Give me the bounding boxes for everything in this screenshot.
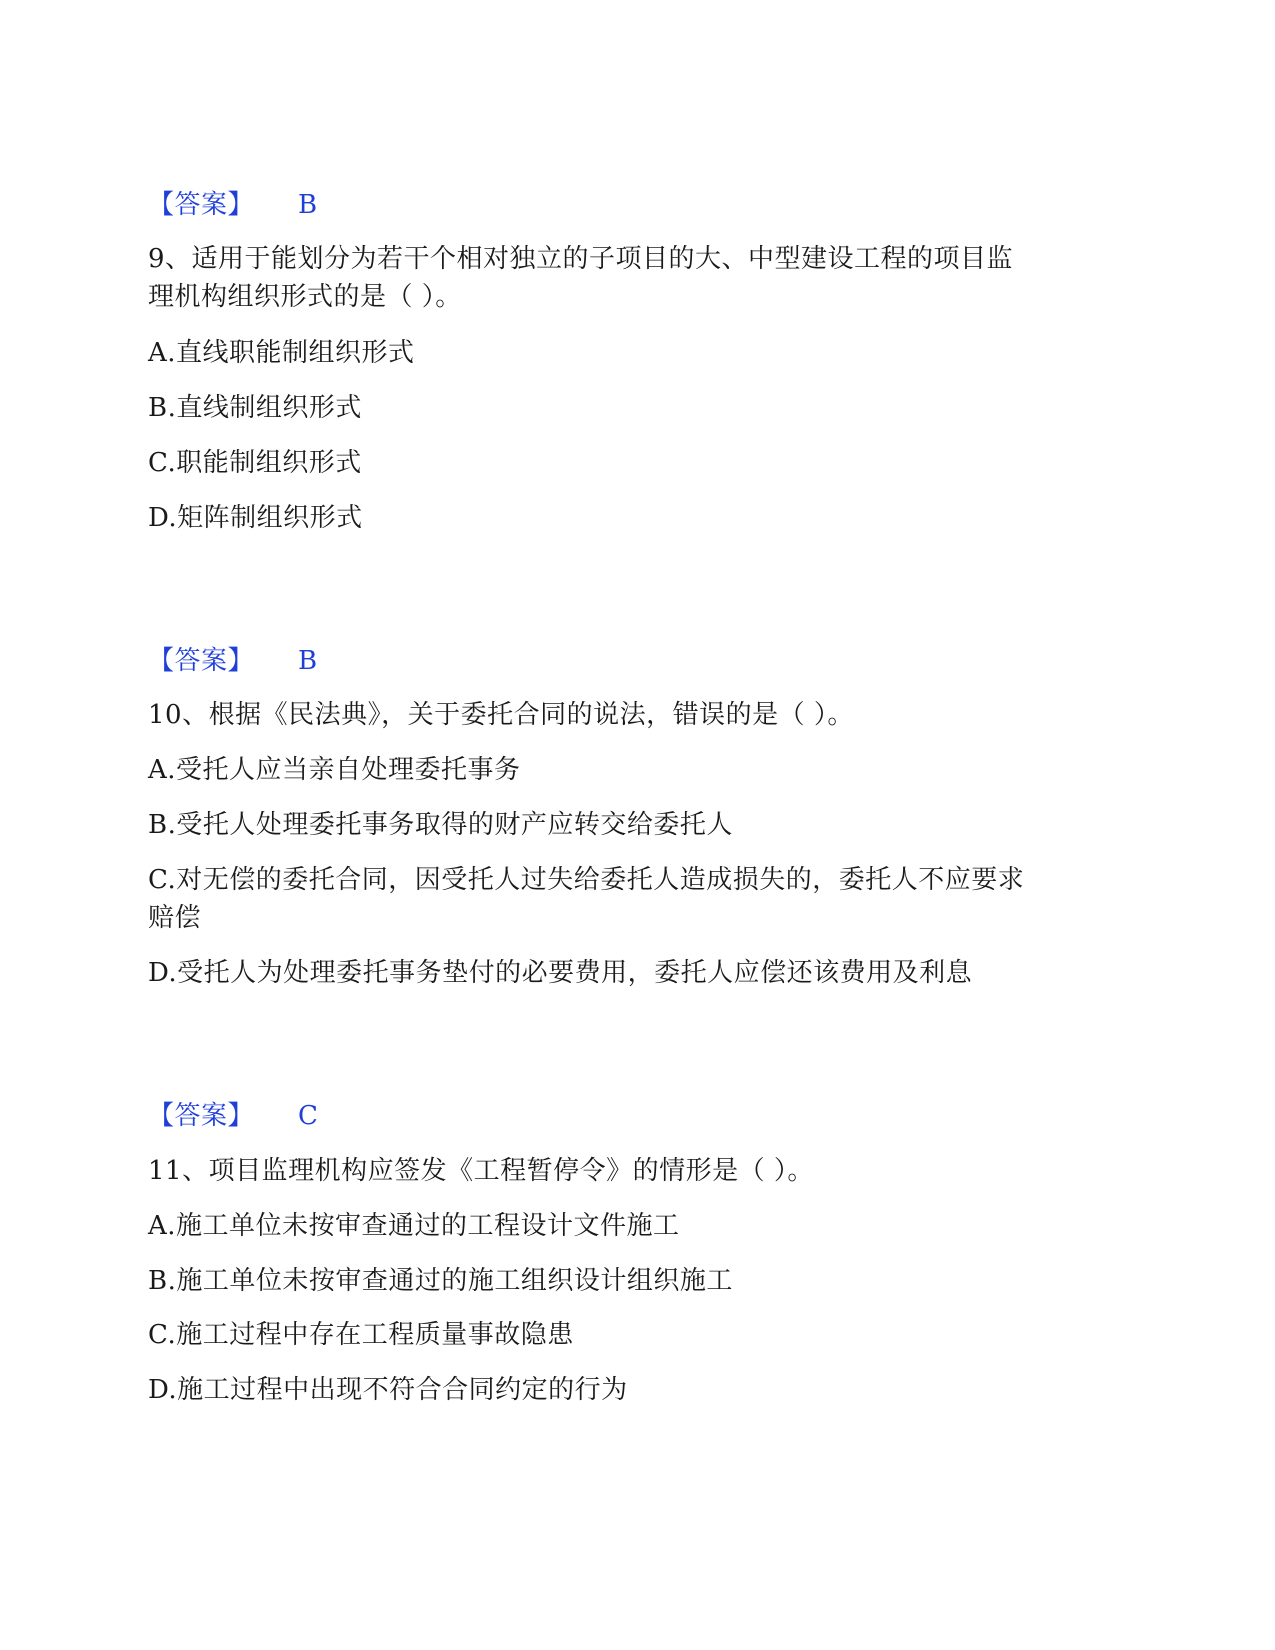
option-b: B.受托人处理委托事务取得的财产应转交给委托人: [148, 810, 733, 840]
option-a: A.受托人应当亲自处理委托事务: [148, 755, 521, 785]
answer-value: C: [298, 1101, 319, 1131]
answer-label: 【答案】: [148, 1101, 255, 1131]
option-c: C.职能制组织形式: [148, 448, 362, 478]
question-text: 11、项目监理机构应签发《工程暂停令》的情形是（ ）。: [148, 1156, 814, 1186]
option-c: C.施工过程中存在工程质量事故隐患: [148, 1320, 574, 1350]
question-text: 理机构组织形式的是（ ）。: [148, 282, 462, 312]
answer-value: B: [298, 646, 318, 676]
option-d: D.受托人为处理委托事务垫付的必要费用，委托人应偿还该费用及利息: [148, 958, 973, 988]
option-d: D.矩阵制组织形式: [148, 503, 363, 533]
answer-label: 【答案】: [148, 190, 255, 220]
option-d: D.施工过程中出现不符合合同约定的行为: [148, 1375, 628, 1405]
option-c-continued: 赔偿: [148, 903, 202, 933]
answer-line: [148, 1099, 318, 1133]
question-text: 10、根据《民法典》，关于委托合同的说法，错误的是（ ）。: [148, 700, 854, 730]
option-b: B.直线制组织形式: [148, 393, 362, 423]
option-a: A.施工单位未按审查通过的工程设计文件施工: [148, 1211, 680, 1241]
option-b: B.施工单位未按审查通过的施工组织设计组织施工: [148, 1266, 733, 1296]
question-text: 9、适用于能划分为若干个相对独立的子项目的大、中型建设工程的项目监: [148, 244, 1014, 274]
option-c: C.对无偿的委托合同，因受托人过失给委托人造成损失的，委托人不应要求: [148, 865, 1025, 895]
option-a: A.直线职能制组织形式: [148, 338, 415, 368]
answer-line: [148, 188, 318, 222]
answer-value: B: [298, 190, 318, 220]
answer-line: [148, 644, 318, 678]
answer-label: 【答案】: [148, 646, 255, 676]
